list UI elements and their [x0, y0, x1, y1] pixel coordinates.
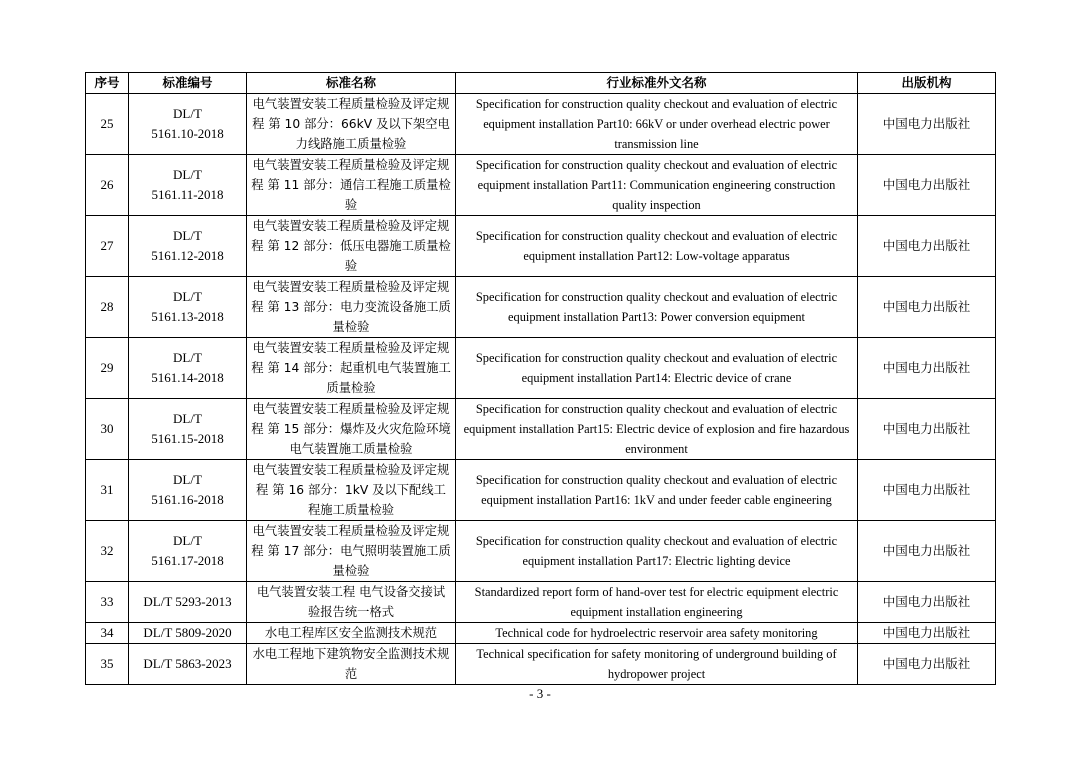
code-line: 5161.10-2018 [151, 126, 224, 141]
cell-publisher: 中国电力出版社 [858, 521, 996, 582]
code-line: DL/T [173, 533, 202, 548]
cell-name: 电气装置安装工程质量检验及评定规程 第 12 部分：低压电器施工质量检验 [247, 216, 456, 277]
code-line: 5161.15-2018 [151, 431, 224, 446]
cell-code [129, 277, 247, 338]
cell-publisher: 中国电力出版社 [858, 94, 996, 155]
code-line: DL/T [173, 350, 202, 365]
cell-english: Specification for construction quality checkout and evaluation of electric equipment installation Part10: 66kV or under overhead electric power transmission line [456, 94, 858, 155]
cell-english: Specification for construction quality checkout and evaluation of electric equipment installation Part17: Electric lighting device [456, 521, 858, 582]
cell-english: Technical specification for safety monitoring of underground building of hydropower project [456, 644, 858, 685]
cell-english: Specification for construction quality checkout and evaluation of electric equipment installation Part14: Electric device of crane [456, 338, 858, 399]
cell-seq: 25 [86, 94, 129, 155]
cell-seq: 35 [86, 644, 129, 685]
header-publisher: 出版机构 [858, 73, 996, 94]
cell-seq: 26 [86, 155, 129, 216]
code-line: 5161.13-2018 [151, 309, 224, 324]
cell-publisher: 中国电力出版社 [858, 460, 996, 521]
code-line: 5161.14-2018 [151, 370, 224, 385]
header-code: 标准编号 [129, 73, 247, 94]
header-name: 标准名称 [247, 73, 456, 94]
code-line: 5161.16-2018 [151, 492, 224, 507]
cell-publisher: 中国电力出版社 [858, 582, 996, 623]
cell-publisher: 中国电力出版社 [858, 277, 996, 338]
cell-name: 电气装置安装工程质量检验及评定规程 第 15 部分：爆炸及火灾危险环境电气装置施工质量检验 [247, 399, 456, 460]
code-line: DL/T 5863-2023 [143, 656, 232, 671]
cell-code [129, 338, 247, 399]
cell-name: 电气装置安装工程质量检验及评定规程 第 11 部分：通信工程施工质量检验 [247, 155, 456, 216]
header-english: 行业标准外文名称 [456, 73, 858, 94]
cell-english: Specification for construction quality checkout and evaluation of electric equipment installation Part16: 1kV and under feeder cable engineering [456, 460, 858, 521]
cell-name: 电气装置安装工程质量检验及评定规程 第 17 部分：电气照明装置施工质量检验 [247, 521, 456, 582]
cell-code [129, 460, 247, 521]
table-row [86, 582, 996, 623]
table-row [86, 216, 996, 277]
cell-english: Technical code for hydroelectric reservoir area safety monitoring [456, 623, 858, 644]
code-line: DL/T [173, 228, 202, 243]
page-number: - 3 - [529, 686, 551, 701]
cell-seq: 34 [86, 623, 129, 644]
table-row [86, 399, 996, 460]
cell-code [129, 582, 247, 623]
table-row [86, 623, 996, 644]
cell-name: 水电工程库区安全监测技术规范 [247, 623, 456, 644]
header-seq: 序号 [86, 73, 129, 94]
cell-english: Specification for construction quality checkout and evaluation of electric equipment installation Part11: Communication engineering construction quality inspection [456, 155, 858, 216]
table-header-row [86, 73, 996, 94]
cell-seq: 30 [86, 399, 129, 460]
code-line: 5161.11-2018 [151, 187, 224, 202]
table-row [86, 338, 996, 399]
cell-seq: 32 [86, 521, 129, 582]
cell-publisher: 中国电力出版社 [858, 623, 996, 644]
code-line: DL/T [173, 167, 202, 182]
cell-name: 电气装置安装工程质量检验及评定规程 第 16 部分：1kV 及以下配线工程施工质量检验 [247, 460, 456, 521]
cell-code [129, 644, 247, 685]
cell-code [129, 216, 247, 277]
cell-seq: 28 [86, 277, 129, 338]
cell-publisher: 中国电力出版社 [858, 399, 996, 460]
cell-name: 水电工程地下建筑物安全监测技术规范 [247, 644, 456, 685]
cell-seq: 33 [86, 582, 129, 623]
code-line: 5161.12-2018 [151, 248, 224, 263]
cell-name: 电气装置安装工程质量检验及评定规程 第 13 部分：电力变流设备施工质量检验 [247, 277, 456, 338]
table-row [86, 94, 996, 155]
code-line: DL/T [173, 411, 202, 426]
cell-code [129, 94, 247, 155]
code-line: DL/T [173, 472, 202, 487]
table-row [86, 155, 996, 216]
cell-name: 电气装置安装工程 电气设备交接试验报告统一格式 [247, 582, 456, 623]
cell-seq: 29 [86, 338, 129, 399]
code-line: DL/T [173, 106, 202, 121]
cell-seq: 27 [86, 216, 129, 277]
code-line: DL/T [173, 289, 202, 304]
cell-english: Specification for construction quality checkout and evaluation of electric equipment installation Part15: Electric device of explosion and fire hazardous environment [456, 399, 858, 460]
code-line: DL/T 5809-2020 [143, 625, 232, 640]
standards-table [85, 72, 996, 685]
cell-english: Standardized report form of hand-over test for electric equipment electric equipment installation engineering [456, 582, 858, 623]
cell-publisher: 中国电力出版社 [858, 644, 996, 685]
cell-publisher: 中国电力出版社 [858, 338, 996, 399]
code-line: 5161.17-2018 [151, 553, 224, 568]
cell-english: Specification for construction quality checkout and evaluation of electric equipment installation Part13: Power conversion equipment [456, 277, 858, 338]
cell-name: 电气装置安装工程质量检验及评定规程 第 14 部分：起重机电气装置施工质量检验 [247, 338, 456, 399]
cell-code [129, 155, 247, 216]
code-line: DL/T 5293-2013 [143, 594, 232, 609]
table-row [86, 521, 996, 582]
table-row [86, 277, 996, 338]
table-row [86, 644, 996, 685]
cell-name: 电气装置安装工程质量检验及评定规程 第 10 部分：66kV 及以下架空电力线路施工质量检验 [247, 94, 456, 155]
cell-code [129, 399, 247, 460]
table-row [86, 460, 996, 521]
cell-publisher: 中国电力出版社 [858, 155, 996, 216]
cell-code [129, 521, 247, 582]
cell-seq: 31 [86, 460, 129, 521]
cell-code [129, 623, 247, 644]
cell-publisher: 中国电力出版社 [858, 216, 996, 277]
cell-english: Specification for construction quality checkout and evaluation of electric equipment installation Part12: Low-voltage apparatus [456, 216, 858, 277]
